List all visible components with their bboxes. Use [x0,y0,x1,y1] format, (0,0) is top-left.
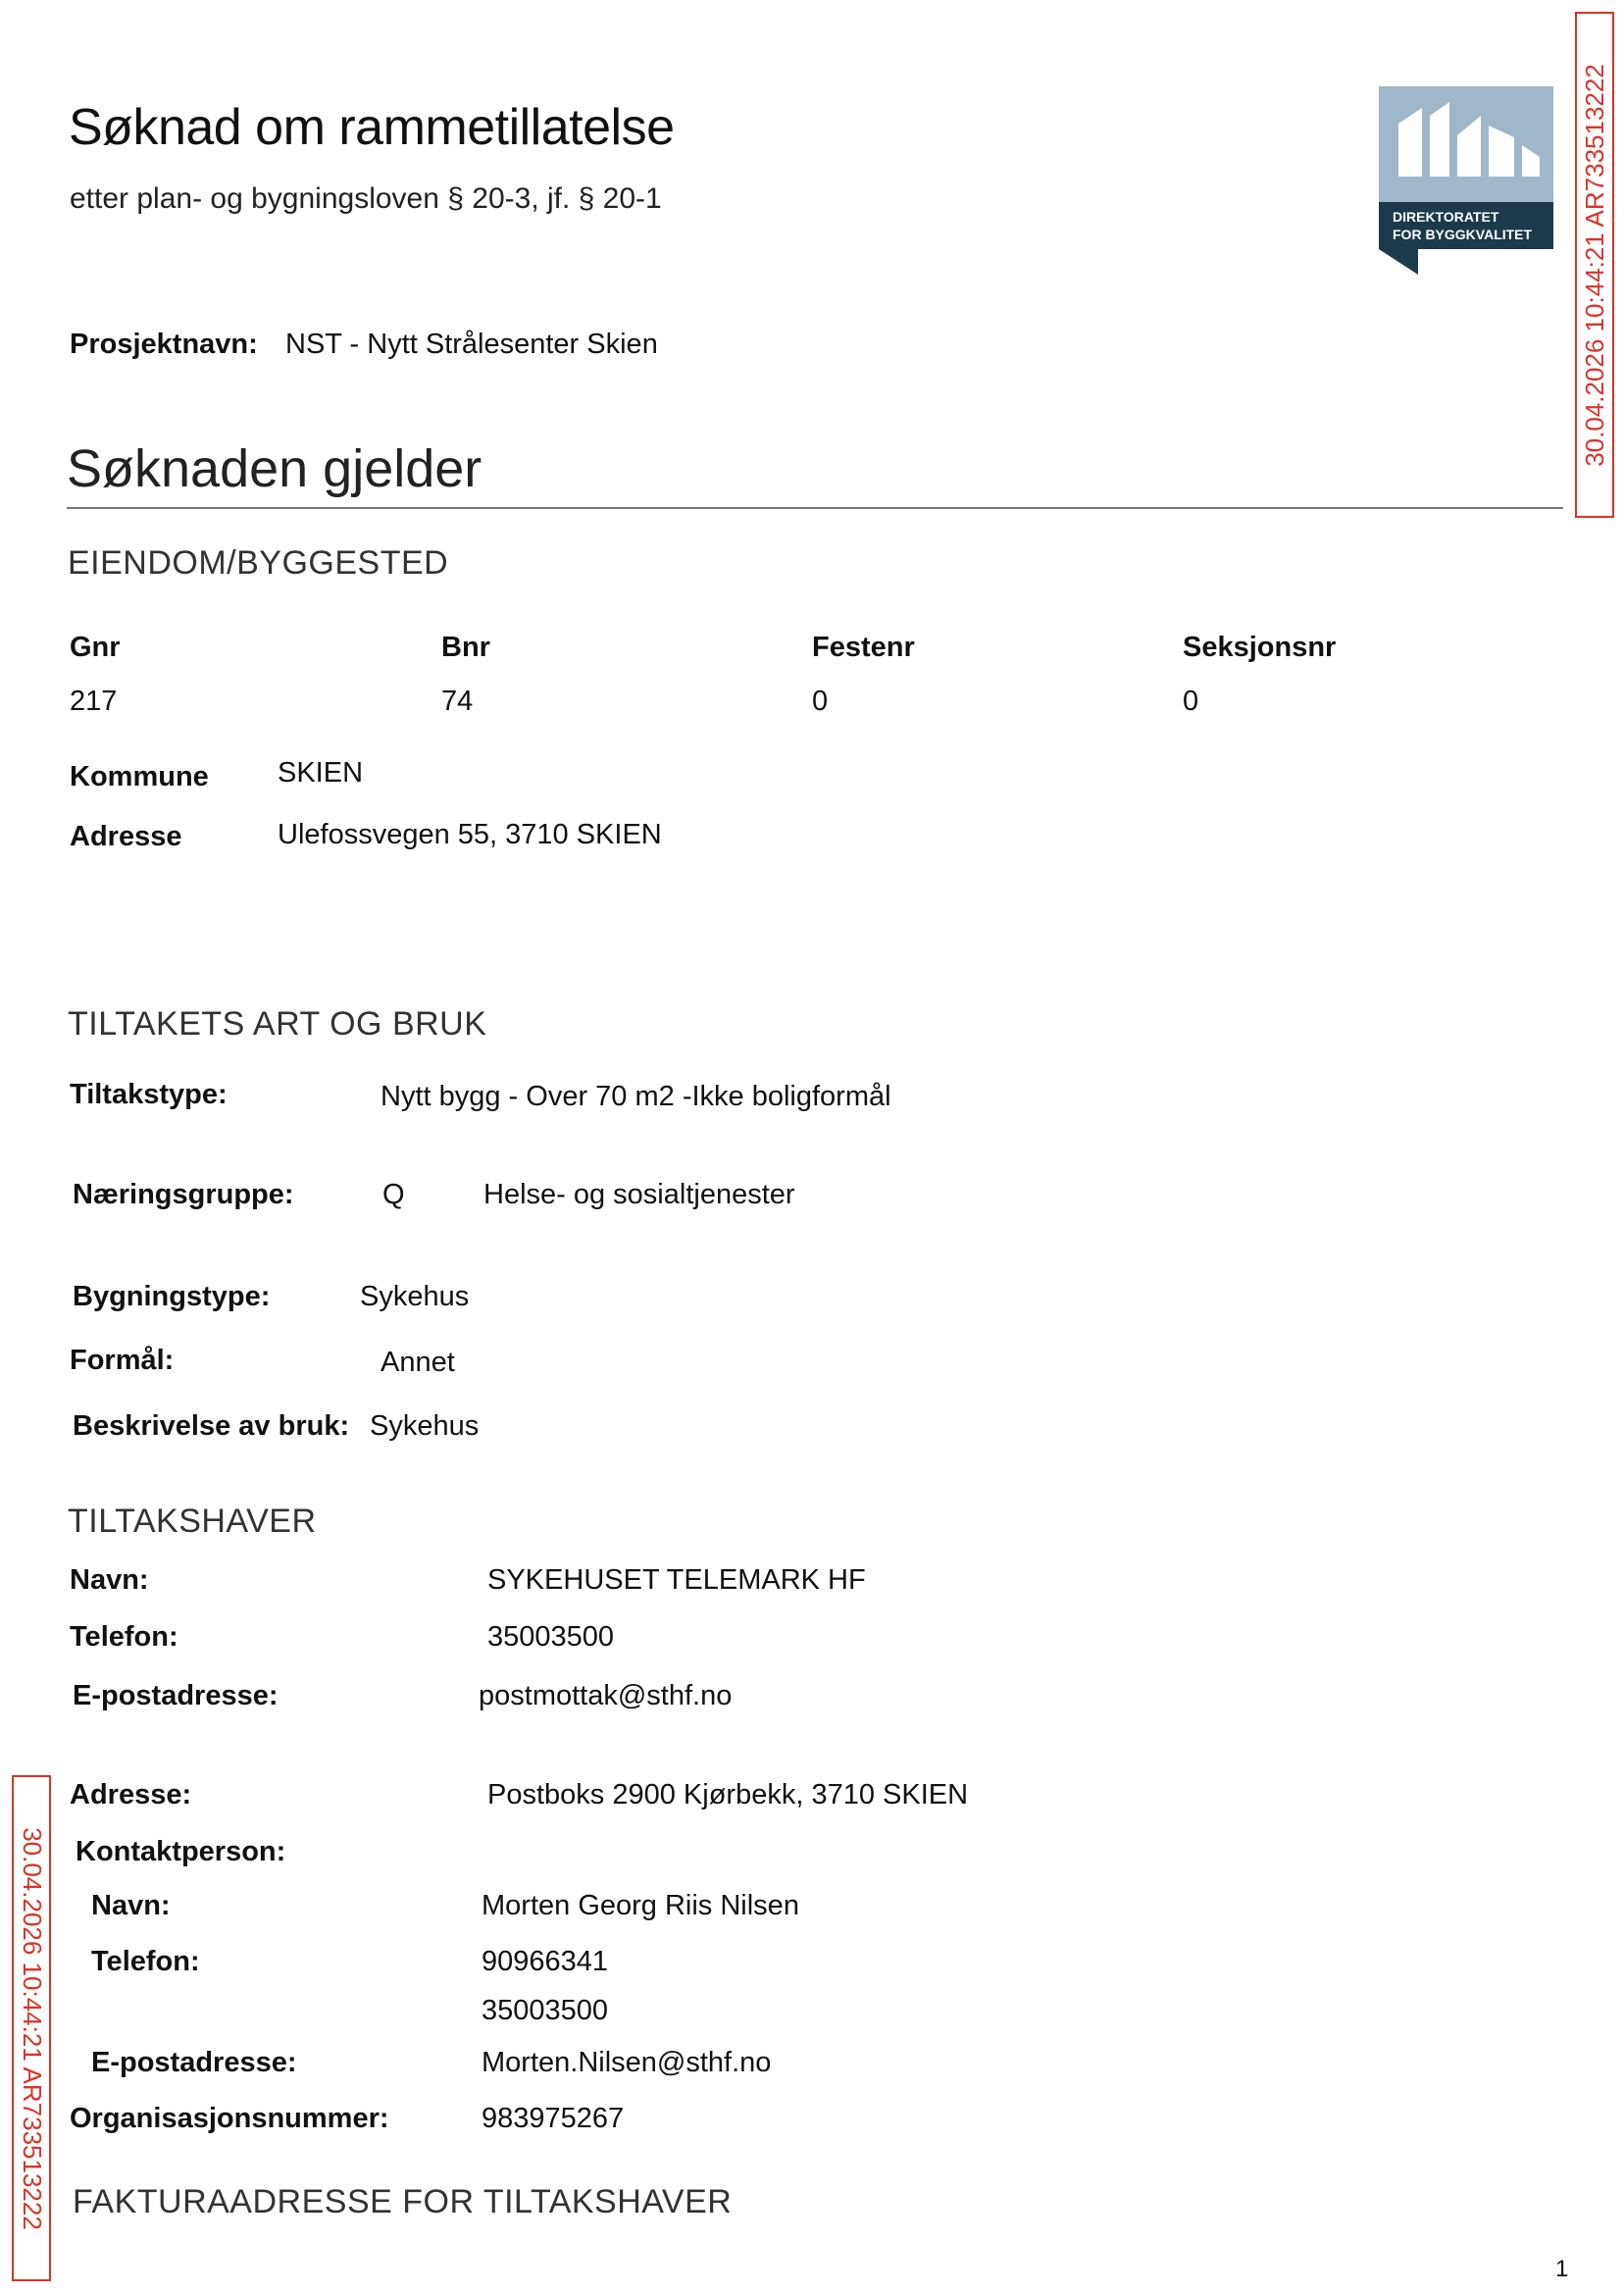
page-subtitle: etter plan- og bygningsloven § 20-3, jf. § 20-1 [70,182,662,215]
kommune-value: SKIEN [278,757,364,789]
seksjonsnr-label: Seksjonsnr [1183,632,1337,663]
tiltakshaver-telefon-label: Telefon: [70,1621,178,1653]
bnr-label: Bnr [441,632,490,663]
section-heading: Søknaden gjelder [67,439,482,498]
tiltakshaver-epost-value: postmottak@sthf.no [479,1680,733,1711]
kontakt-telefon-value-1: 90966341 [482,1946,609,1977]
kontakt-epost-label: E-postadresse: [91,2047,297,2078]
gnr-label: Gnr [70,632,121,663]
kontaktperson-label: Kontaktperson: [76,1836,286,1867]
naeringsgruppe-code: Q [382,1179,405,1210]
page-title: Søknad om rammetillatelse [69,99,675,156]
bygningstype-label: Bygningstype: [73,1281,271,1312]
naeringsgruppe-value: Helse- og sosialtjenester [483,1179,795,1210]
stamp-text: 30.04.2026 10:44:21 AR733513222 [17,1826,47,2230]
bygningstype-value: Sykehus [360,1281,470,1312]
page-number: 1 [1555,2256,1569,2282]
logo-graphic [1379,86,1553,275]
kontakt-telefon-value-2: 35003500 [482,1995,609,2026]
festenr-label: Festenr [812,632,915,663]
section-divider [67,507,1563,509]
orgnr-label: Organisasjonsnummer: [70,2103,389,2134]
seksjonsnr-value: 0 [1183,686,1199,717]
kontakt-telefon-label: Telefon: [91,1946,200,1977]
logo-text-line2: FOR BYGGKVALITET [1393,227,1533,242]
bnr-value: 74 [441,686,474,717]
kontakt-navn-label: Navn: [91,1890,171,1921]
tiltakshaver-navn-value: SYKEHUSET TELEMARK HF [487,1564,866,1596]
orgnr-value: 983975267 [482,2103,625,2134]
gnr-value: 217 [70,686,118,717]
dibk-logo [1379,86,1553,275]
fakturaadresse-heading: FAKTURAADRESSE FOR TILTAKSHAVER [73,2183,733,2220]
logo-text-line1: DIREKTORATET [1393,209,1499,225]
naeringsgruppe-label: Næringsgruppe: [73,1179,294,1210]
stamp-text: 30.04.2026 10:44:21 AR733513222 [1579,63,1609,467]
formal-label: Formål: [70,1345,175,1376]
timestamp-stamp-bottom [12,1775,51,2281]
adresse-value: Ulefossvegen 55, 3710 SKIEN [278,819,662,850]
tiltakshaver-epost-label: E-postadresse: [73,1680,279,1711]
beskrivelse-label: Beskrivelse av bruk: [73,1410,350,1442]
timestamp-stamp-top [1575,12,1614,518]
project-value: NST - Nytt Strålesenter Skien [285,329,658,360]
tiltakshaver-adresse-label: Adresse: [70,1779,192,1810]
tiltakstype-value: Nytt bygg - Over 70 m2 -Ikke boligformål [381,1081,891,1112]
tiltakshaver-heading: TILTAKSHAVER [68,1503,317,1540]
tiltakshaver-adresse-value: Postboks 2900 Kjørbekk, 3710 SKIEN [487,1779,969,1810]
tiltakstype-label: Tiltakstype: [70,1079,228,1110]
tiltakshaver-navn-label: Navn: [70,1564,149,1596]
beskrivelse-value: Sykehus [370,1410,480,1442]
festenr-value: 0 [812,686,829,717]
tiltak-heading: TILTAKETS ART OG BRUK [68,1005,487,1043]
kommune-label: Kommune [70,761,209,792]
kontakt-navn-value: Morten Georg Riis Nilsen [482,1890,799,1921]
tiltakshaver-telefon-value: 35003500 [487,1621,615,1653]
adresse-label: Adresse [70,821,182,852]
project-label: Prosjektnavn: [70,329,258,360]
formal-value: Annet [381,1347,455,1378]
eiendom-heading: EIENDOM/BYGGESTED [68,544,449,582]
kontakt-epost-value: Morten.Nilsen@sthf.no [482,2047,772,2078]
